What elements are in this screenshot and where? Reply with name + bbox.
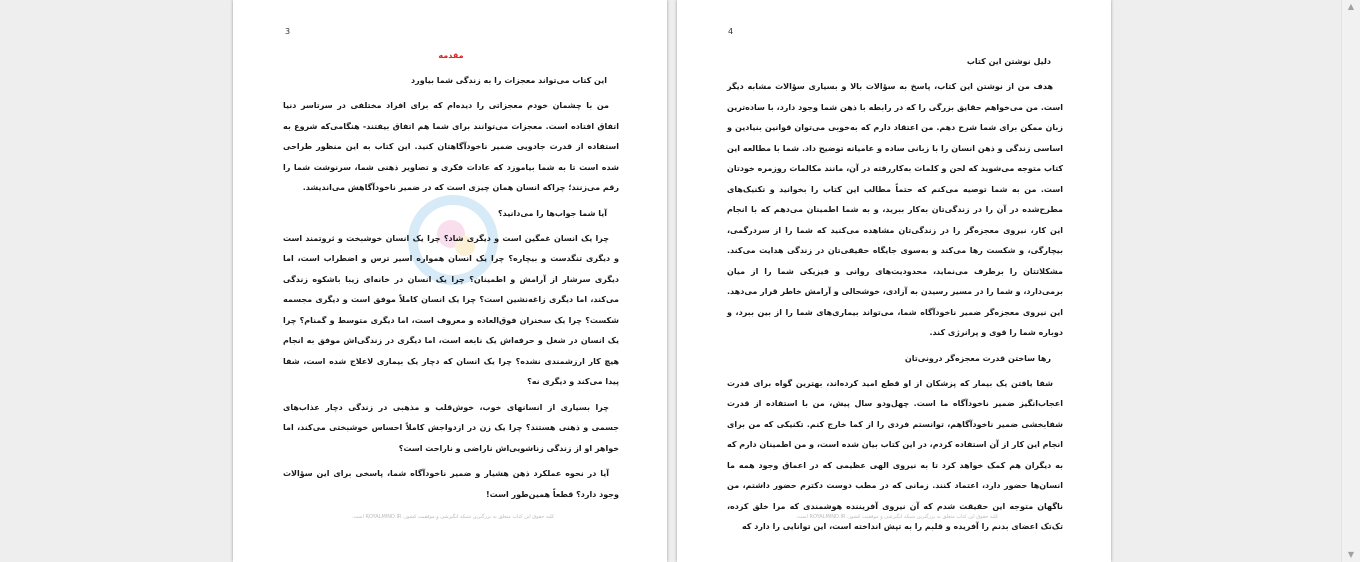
section-heading: این کتاب می‌تواند معجزات را به زندگی شما بیاورد — [411, 76, 607, 85]
paragraph: آیا در نحوه عملکرد ذهن هشیار و ضمیر ناخودآگاه شما، پاسخی برای این سؤالات وجود دارد؟ قطعاً همین‌طور است! — [283, 469, 619, 499]
document-page-3 — [233, 0, 667, 562]
chapter-title: مقدمه — [438, 51, 464, 60]
section-heading: دلیل نوشتن این کتاب — [966, 57, 1051, 66]
paragraph: من با چشمان خودم معجزاتی را دیده‌ام که برای افراد مختلفی در سرتاسر دنیا اتفاق افتاده است. معجزات می‌توانند برای شما هم اتفاق بیفتند- هنگامی‌که شروع به استفاده از قدرت جادویی ضمیر ناخودآگاهتان کنید. این کتاب به این منظور طراحی شده است تا به شما بیاموزد که عادات فکری و تصاویر ذهنی شما، سرنوشت شما را رقم می‌زنند؛ چراکه انسان همان چیزی است که در ضمیر ناخودآگاهش می‌اندیشد. — [283, 101, 619, 192]
page-content — [283, 46, 619, 510]
copyright-footer: کلیه حقوق این کتاب متعلق به بزرگترین شبکه انگیزشی و موفقیت کشور، ROYALMIND.IR است. — [795, 514, 999, 520]
document-page-4 — [677, 0, 1111, 562]
section-heading: آیا شما جواب‌ها را می‌دانید؟ — [497, 208, 607, 218]
scroll-down-arrow-icon[interactable]: ▼ — [1347, 550, 1355, 559]
paragraph: هدف من از نوشتن این کتاب، پاسخ به سؤالات بالا و بسیاری سؤالات مشابه دیگر است. من می‌خواهم حقایق بزرگی را که در رابطه با ذهن شما وجود دارد، با ساده‌ترین زبان ممکن برای شما شرح دهم. من اعتقاد دارم که به‌خوبی می‌توان قوانین بنیادین و اساسی زندگی و ذهن انسان را با زبانی ساده و عامیانه توضیح داد. شما با مطالعه این کتاب متوجه می‌شوید که لحن و کلمات به‌کاررفته در آن، مانند مکالمات روزمره خودتان است. من به شما توصیه می‌کنم که حتماً مطالب این کتاب را بخوانید و تکنیک‌های مطرح‌شده در آن را در زندگی‌تان به‌کار ببرید، و به شما اطمینان می‌دهم که با انجام این کار، نیروی معجزه‌گر را در زندگی‌تان مشاهده می‌کنید که شما را از سردرگمی، بیچارگی، و شکست رها می‌کند و به‌سوی جایگاه حقیقی‌تان در زندگی هدایت می‌کند. مشکلاتتان را برطرف می‌نماید، محدودیت‌های روانی و فیزیکی شما را از میان برمی‌دارد، و شما را در مسیر رسیدن به آزادی، خوشحالی و آرامش خاطر قرار می‌دهد. این نیروی معجزه‌گر ضمیر ناخودآگاه شما، می‌تواند بیماری‌های شما را از بین ببرد، و دوباره شما را قوی و پرانرژی کند. — [727, 82, 1063, 337]
paragraph: چرا بسیاری از انسانهای خوب، خوش‌قلب و مذهبی در زندگی دچار عذاب‌های جسمی و ذهنی هستند؟ چرا یک زن در ازدواجش کاملاً احساس خوشبختی می‌کند، اما خواهر او از زندگی زناشویی‌اش ناراضی و ناراحت است؟ — [283, 402, 619, 453]
paragraph: چرا یک انسان غمگین است و دیگری شاد؟ چرا یک انسان خوشبخت و ثروتمند است و دیگری تنگدست و بیچاره؟ چرا یک انسان همواره اسیر ترس و اضطراب است، اما دیگری سرشار از آرامش و اطمینان؟ چرا یک انسان در خانه‌ای زیبا باشکوه زندگی می‌کند، اما دیگری زاغه‌نشین است؟ چرا یک انسان کاملاً موفق است و دیگری مجسمه شکست؟ چرا یک سخنران فوق‌العاده و معروف است، اما دیگری متوسط و گمنام؟ چرا یک انسان در شغل و حرفه‌اش یک نابغه است، اما دیگری در زندگی‌اش موفق به انجام هیچ کار ارزشمندی نشده؟ چرا یک انسان که دچار یک بیماری لاعلاج شده است، شفا پیدا می‌کند و دیگری نه؟ — [283, 233, 619, 386]
page-number: 4 — [728, 27, 734, 36]
paragraph: شفا یافتن یک بیمار که پزشکان از او قطع امید کرده‌اند، بهترین گواه برای قدرت اعجاب‌انگیز ضمیر ناخودآگاه ما است. چهل‌ودو سال پیش، من با استفاده از قدرت شفابخشی ضمیر ناخودآگاهم، توانستم فردی را از کما خارج کنم. تکنیکی که من برای انجام این کار از آن استفاده کردم، در این کتاب بیان شده است، و من اطمینان دارم که به دیگران هم کمک خواهد کرد تا به نیروی الهی عظیمی که در اعماق وجود همه ما انسان‌ها حضور دارد، اعتماد کنند. زمانی که در مطب دوست دکترم حضور داشتم، من ناگهان متوجه این حقیقت شدم که آن نیروی آفریننده هوشمندی که مرا خلق کرده، تک‌تک اعضای بدنم را آفریده و قلبم را به تپش انداخته است، این توانایی را دارد که — [727, 378, 1063, 531]
page-number: 3 — [285, 27, 291, 36]
copyright-footer: کلیه حقوق این کتاب متعلق به بزرگترین شبکه انگیزشی و موفقیت کشور، ROYALMIND.IR است. — [351, 514, 555, 520]
vertical-scrollbar[interactable] — [1341, 0, 1360, 562]
section-heading: رها ساختن قدرت معجزه‌گر درونی‌تان — [904, 353, 1051, 363]
scroll-up-arrow-icon[interactable]: ▲ — [1347, 2, 1355, 11]
page-content — [727, 52, 1063, 543]
